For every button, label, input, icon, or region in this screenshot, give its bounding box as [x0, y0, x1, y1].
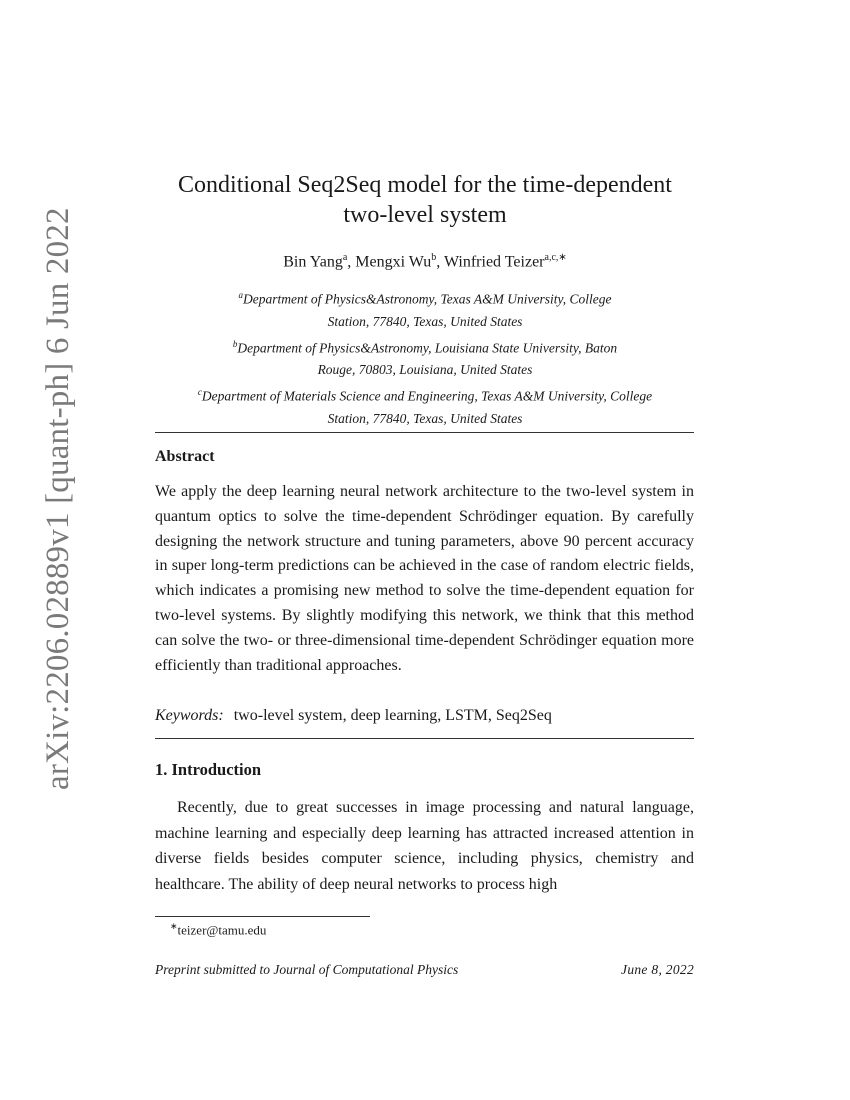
abstract-top-rule: [155, 432, 694, 433]
abstract-bottom-rule: [155, 738, 694, 739]
preprint-notice: Preprint submitted to Journal of Computational Physics: [155, 962, 459, 977]
affiliation-line: [0, 333, 850, 360]
keywords: [155, 707, 552, 725]
affiliation-text: Department of Materials Science and Engineering, Texas A&M University, College: [201, 388, 653, 404]
keywords-value: two-level system, deep learning, LSTM, Seq2Seq: [233, 707, 552, 724]
affiliation-line: [0, 381, 850, 408]
author-name: Mengxi Wu: [355, 253, 432, 271]
abstract-text: We apply the deep learning neural network architecture to the two-level system in quantum optics to solve the time-dependent Schrödinger equation. By carefully designing the network structure and tuning parameters, above 90 percent accuracy in super long-term predictions can be achieved in the case of random electric fields, which indicates a promising new method to solve the time-dependent equation for two-level systems. By slightly modifying this network, we think that this method can solve the two- or three-dimensional time-dependent Schrödinger equation more efficiently than traditional approaches.: [155, 483, 694, 674]
author-name: Bin Yang: [283, 253, 343, 271]
affiliation-line: Station, 77840, Texas, United States: [327, 313, 523, 329]
footnote-email: teizer@tamu.edu: [177, 922, 267, 938]
affiliation-marker: a: [238, 290, 244, 300]
preprint-date: June 8, 2022: [621, 962, 694, 977]
introduction-text: Recently, due to great successes in image processing and natural language, machine learning and especially deep learning has attracted increased attention in diverse fields besides computer science, including physics, chemistry and healthcare. The ability of deep neural networks to process high: [155, 799, 694, 893]
affiliation-list: [0, 284, 850, 430]
author-affiliation-marker: b: [431, 252, 437, 263]
affiliation-line: Rouge, 70803, Louisiana, United States: [317, 362, 533, 377]
affiliation-line: [0, 284, 850, 311]
affiliation-marker: c: [197, 387, 202, 397]
abstract-heading: Abstract: [155, 448, 215, 465]
title-line-1: Conditional Seq2Seq model for the time-dependent: [178, 172, 672, 198]
affiliation-marker: b: [232, 338, 238, 349]
author-affiliation-marker: a,c,∗: [544, 252, 567, 263]
footnote: [170, 921, 266, 938]
footnote-rule: [155, 916, 370, 917]
keywords-label: Keywords:: [155, 707, 224, 724]
paper-title: [0, 170, 850, 230]
footnote-marker: ∗: [170, 921, 178, 931]
author-name: Winfried Teizer: [443, 253, 545, 271]
title-line-2: two-level system: [343, 202, 507, 228]
affiliation-line: Station, 77840, Texas, United States: [327, 410, 523, 426]
arxiv-side-identifier: arXiv:2206.02889v1 [quant-ph] 6 Jun 2022: [40, 207, 76, 790]
affiliation-text: Department of Physics&Astronomy, Texas A&M University, College: [243, 291, 612, 307]
author-list: Bin Yang$^a$, Mengxi Wu$^b$, Winfried Teizer$^{a,c,∗}$: [283, 252, 567, 271]
author-affiliation-marker: a: [342, 252, 348, 263]
section-heading-introduction: 1. Introduction: [155, 760, 262, 779]
affiliation-text: Department of Physics&Astronomy, Louisiana State University, Baton: [237, 340, 618, 355]
